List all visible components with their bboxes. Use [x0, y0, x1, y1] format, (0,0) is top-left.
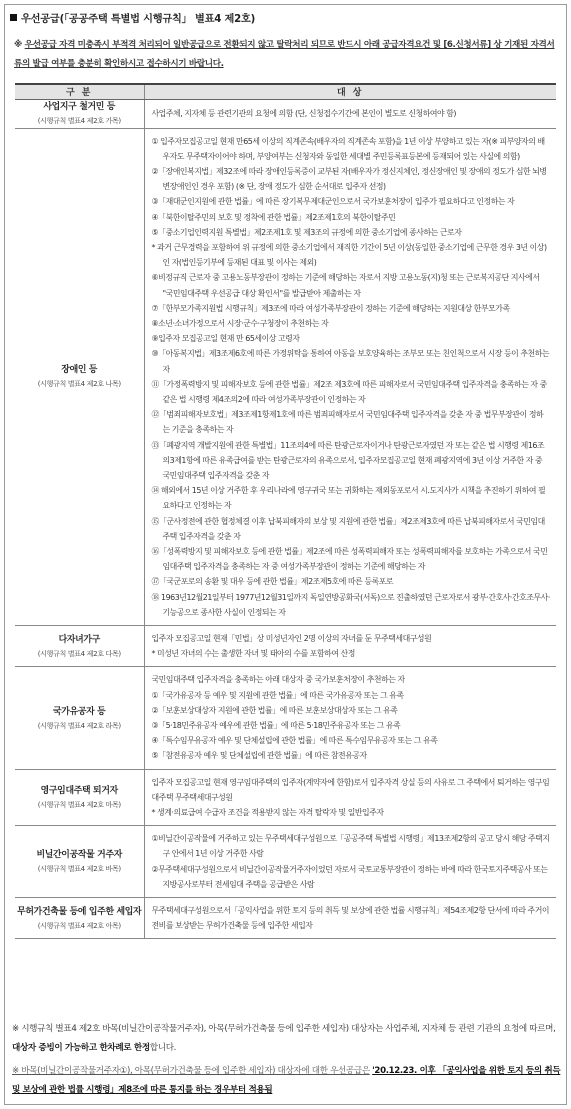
target-item: ⑦「한부모가족지원법 시행규칙」제3조에 따라 여성가족부장관이 정하는 기준에 해당하는 지원대상 한부모가족: [151, 303, 510, 313]
square-bullet-icon: [10, 14, 17, 21]
target-item: ③「재대군인지원에 관한 법률」에 따른 장기복무제대군인으로서 국가보훈처장이 입주가 필요하다고 인정하는 자: [151, 197, 515, 207]
category-name: 사업지구 철거민 등: [43, 102, 116, 112]
table-row: [15, 99, 556, 128]
footnote1-bold: 대상자 증빙이 가능하고 한차례로 한정: [12, 1043, 150, 1053]
target-item: ③「5·18민주유공자 예우에 관한 법률」에 따른 5·18민주유공자 또는 그 유족: [151, 721, 401, 731]
target-item: ⑤「중소기업인력지원 특별법」제2조제1호 및 제3조의 규정에 의한 중소기업에 종사하는 근로자: [151, 227, 462, 237]
target-cell: [144, 898, 556, 939]
target-item: * 생계·의료급여 수급자 조건을 적용받지 않는 자격 탈락자 및 일반입주자: [151, 808, 384, 818]
category-cell: [15, 128, 144, 626]
target-item: ①비닐간이공작물에 거주하고 있는 무주택세대구성원으로「공공주택 특별법 시행령」제13조제2항의 공고 당시 해당 주택지구 안에서 1년 이상 거주한 사람: [151, 834, 550, 859]
footnote-application-date: [12, 1062, 562, 1100]
target-cell: [144, 826, 556, 898]
table-row: [15, 769, 556, 826]
target-item: ⑭ 해외에서 15년 이상 거주한 후 우리나라에 영구귀국 또는 귀화하는 재외동포로서 시.도지사가 시책을 추진하기 위하여 필요하다고 인정하는 자: [151, 486, 546, 511]
section-title-text: 우선공급(「공공주택 특별법 시행규칙」 별표4 제2호): [21, 14, 256, 25]
target-item: ⑯「성폭력방지 및 피해자보호 등에 관한 법률」제2조에 따른 성폭력피해자 또는 성폭력피해자를 보호하는 가족으로서 국민임대주택 입주자격을 충족하는 자 중 여성가족부장관이 정하는 기준에 해당하는 자: [151, 546, 548, 572]
target-item: ⑱ 1963년12월21일부터 1977년12월31일까지 독일연방공화국(서독)으로 진출하였던 근로자로서 광부·간호사·간호조무사·기능공으로 종사한 사실이 인정되는 자: [151, 592, 550, 617]
table-header-row: [15, 84, 556, 99]
section-title: [10, 10, 255, 25]
footnote1-text: ※ 시행규칙 별표4 제2호 바목(비닐간이공작물거주자), 아목(무허가건축물 등에 입주한 세입자) 대상자는 사업주체, 지자체 등 관련 기관의 요청에 따르며,: [12, 1024, 556, 1034]
target-item: 입주자 모집공고일 현재 영구임대주택의 입주자(계약자에 한함)로서 입주자격 상실 등의 사유로 그 주택에서 퇴거하는 영구임대주택 무주택세대구성원: [151, 777, 550, 802]
warning-text: 우선공급 자격 미충족시 부적격 처리되어 일반공급으로 전환되지 않고 탈락처리 되므로 반드시 아래 공급자격요건 및 [6.신청서류] 상 기재된 자격서류의 발급 여부를 충분히 확인하시고 접수하시기 바랍니다.: [14, 40, 555, 69]
target-item: 사업주체, 지자체 등 관련기관의 요청에 의함 (단, 신청접수기간에 본인이 별도로 신청하여야 함): [151, 108, 457, 118]
target-item: * 미성년 자녀의 수는 출생한 자녀 및 태아의 수를 포함하여 산정: [151, 649, 355, 659]
category-cell: [15, 769, 144, 826]
table-row: [15, 826, 556, 898]
footnote1-end: 합니다.: [149, 1043, 177, 1053]
target-item: ②「장애인복지법」제32조에 따라 장애인등록증이 교부된 자(배우자가 정신지체인, 정신장애인 및 장애의 정도가 심한 뇌병변장애인인 경우 포함) (※ 단, 장애 정도가 심한 순서대로 입주자 선정): [151, 166, 547, 192]
target-item: ①「국가유공자 등 예우 및 지원에 관한 법률」에 따른 국가유공자 또는 그 유족: [151, 690, 404, 700]
target-cell: [144, 626, 556, 667]
target-item: ②무주택세대구성원으로서 비닐간이공작물거주자이었던 자로서 국토교통부장관이 정하는 바에 따라 한국토지주택공사 또는 지방공사로부터 전세임대 주택을 공급받은 사람: [151, 864, 548, 889]
table-row: [15, 626, 556, 667]
target-item: ⑤「참전유공자 예우 및 단체설립에 관한 법률」에 따른 참전유공자: [151, 751, 367, 761]
target-item: 무주택세대구성원으로서「공익사업을 위한 토지 등의 취득 및 보상에 관한 법률 시행규칙」제54조제2항 단서에 따라 주거이전비를 보상받는 무허가건축물 등에 입주한 세입자: [151, 906, 550, 931]
target-item: * 과거 근무경력을 포함하여 위 규정에 의한 중소기업에서 재직한 기간이 5년 이상(동일한 중소기업에 근무한 경우 3년 이상)인 자(법인등기부에 등재된 대표 및 이사는 제외): [151, 242, 547, 268]
footnote-request: [12, 1020, 562, 1058]
target-item: ④「특수임무유공자 예우 및 단체설립에 관한 법률」에 따른 특수임무유공자 또는 그 유족: [151, 736, 438, 746]
category-name: 다자녀가구: [58, 634, 100, 645]
target-item: ⑧소년·소녀가정으로서 시장·군수·구청장이 추천하는 자: [151, 318, 329, 328]
category-reference: (시행규칙 별표4 제2호 아목): [37, 920, 121, 930]
target-cell: [144, 769, 556, 826]
priority-supply-table: [15, 83, 556, 939]
header-category: 구 분: [15, 84, 144, 99]
footnote2-text: ※ 바목(비닐간이공작물거주자①), 아목(무허가건축물 등에 입주한 세입자) 대상자에 대한 우선공급은: [12, 1066, 370, 1076]
target-item: 입주자 모집공고일 현재「민법」상 미성년자인 2명 이상의 자녀를 둔 무주택세대구성원: [151, 634, 432, 643]
header-target: 대 상: [144, 84, 556, 99]
category-cell: [15, 898, 144, 939]
category-name: 장애인 등: [61, 365, 98, 376]
target-cell: [144, 99, 556, 128]
footnote2-bold: '20.12.23. 이후 「공익사업을 위한 토지 등의 취득 및 보상에 관한 법률 시행령」제8조에 따른 통지를 하는 경우부터 적용됨: [12, 1066, 561, 1095]
target-cell: [144, 128, 556, 626]
category-reference: (시행규칙 별표4 제2호 다목): [37, 648, 121, 658]
category-reference: (시행규칙 별표4 제2호 라목): [37, 720, 121, 730]
category-reference: (시행규칙 별표4 제2호 나목): [37, 379, 121, 389]
warning-mark: ※: [14, 40, 23, 50]
category-name: 무허가건축물 등에 입주한 세입자: [17, 906, 142, 917]
target-item: ⑬「폐광지역 개발지원에 관한 특별법」11조의4에 따른 탄광근로자이거나 탄광근로자였던 자 또는 같은 법 시행령 제16조의3제1항에 따른 유족급여를 받는 탄광근로자의 유족으로서, 입주자모집공고일 현재 폐광지역에 3년 이상 거주한 자 중 국민임대주택 입주자격을 갖춘 자: [151, 440, 545, 480]
category-cell: [15, 99, 144, 128]
eligibility-warning: [14, 36, 562, 74]
category-cell: [15, 667, 144, 769]
category-reference: (시행규칙 별표4 제2호 가목): [37, 116, 121, 125]
category-reference: (시행규칙 별표4 제2호 바목): [37, 864, 121, 874]
category-name: 국가유공자 등: [53, 706, 106, 717]
category-name: 비닐간이공작물 거주자: [36, 850, 123, 861]
target-item: ⑩「아동복지법」제3조제6호에 따른 가정위탁을 통하여 아동을 보호양육하는 조부모 또는 친인척으로서 시장 등이 추천하는 자: [151, 349, 550, 374]
category-cell: [15, 826, 144, 898]
table-row: [15, 898, 556, 939]
target-item: ⑪「가정폭력방지 및 피해자보호 등에 관한 법률」제2조 제3호에 따른 피해자로서 국민임대주택 입주자격을 충족하는 자 중 같은 법 시행령 제4조의2에 따라 여성가족부장관이 인정하는 자: [151, 379, 547, 404]
target-item: ⑫「범죄피해자보호법」제3조제1항제1호에 따른 범죄피해자로서 국민임대주택 입주자격을 갖춘 자 중 법무부장관이 정하는 기준을 충족하는 자: [151, 410, 544, 435]
table-row: [15, 667, 556, 769]
category-name: 영구임대주택 퇴거자: [40, 785, 118, 796]
category-cell: [15, 626, 144, 667]
target-item: ⑮「군사정전에 관한 협정체결 이후 납북피해자의 보상 및 지원에 관한 법률」제2조제3호에 따른 납북피해자로서 국민임대주택 입주자격을 갖춘 자: [151, 516, 545, 541]
category-reference: (시행규칙 별표4 제2호 마목): [37, 799, 121, 809]
target-item: ⑥비정규직 근로자 중 고용노동부장관이 정하는 기준에 해당하는 자로서 지방 고용노동(지)청 또는 근로복지공단 지사에서 "국민임대주택 우선공급 대상 확인서"를 발급받아 제출하는 자: [151, 273, 540, 298]
target-item: ⑰「국군포로의 송환 및 대우 등에 관한 법률」제2조제5호에 따른 등록포로: [151, 577, 394, 587]
target-cell: [144, 667, 556, 769]
target-item: ① 입주자모집공고일 현재 만65세 이상의 직계존속(배우자의 직계존속 포함)을 1년 이상 부양하고 있는 자(※ 피부양자의 배우자도 무주택자이어야 하며, 부양여부는 신청자와 동일한 세대별 주민등록표등본에 등재되어 있는 사실에 의함): [151, 136, 545, 161]
target-item: ④「북한이탈주민의 보호 및 정착에 관한 법률」제2조제1호의 북한이탈주민: [151, 212, 396, 222]
target-item: 국민임대주택 입주자격을 충족하는 아래 대상자 중 국가보훈처장이 추천하는 자: [151, 675, 405, 685]
table-row: [15, 128, 556, 626]
target-item: ⑨입주자 모집공고일 현재 만 65세이상 고령자: [151, 334, 300, 344]
target-item: ②「보훈보상대상자 지원에 관한 법률」에 따른 보훈보상대상자 또는 그 유족: [151, 705, 398, 715]
